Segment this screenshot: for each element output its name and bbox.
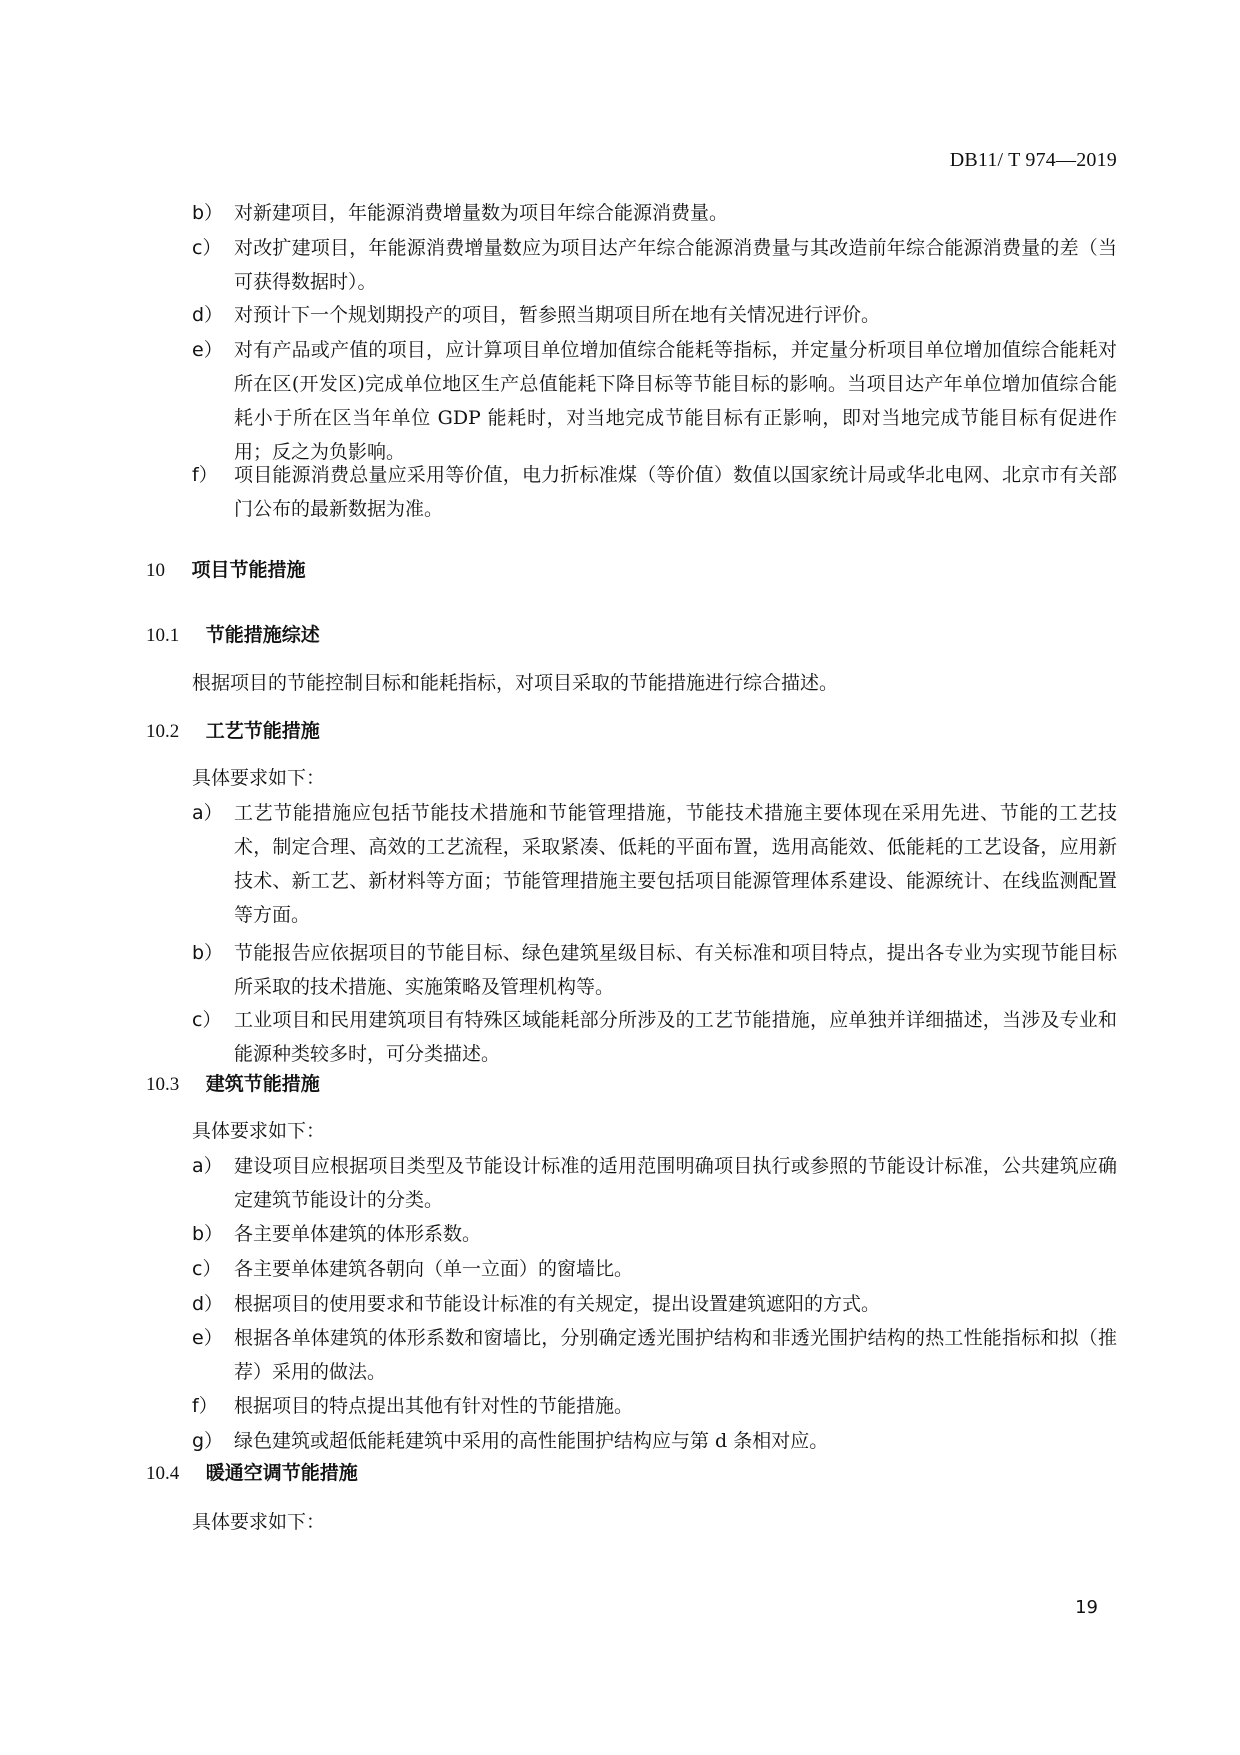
intro-text: 具体要求如下： [192,1511,326,1533]
section-heading [146,553,305,588]
list-text: 根据项目的特点提出其他有针对性的节能措施。 [234,1395,634,1417]
paragraph: 根据项目的节能控制目标和能耗指标，对项目采取的节能措施进行综合描述。 [192,672,839,694]
list-label: a） [192,1155,223,1177]
intro-text: 具体要求如下： [192,1120,326,1142]
list-item [192,1287,1117,1321]
subsection-title: 节能措施综述 [205,624,320,646]
list-item [192,1321,1117,1389]
list-text: 节能报告应依据项目的节能目标、绿色建筑星级目标、有关标准和项目特点，提出各专业为实现节能目标所采取的技术措施、实施策略及管理机构等。 [234,942,1117,998]
list-item [192,1217,1117,1251]
subsection-number: 10.3 [146,1074,180,1095]
subsection-number: 10.4 [146,1463,180,1484]
list-text: 对预计下一个规划期投产的项目，暂参照当期项目所在地有关情况进行评价。 [234,304,881,326]
page-number: 19 [1075,1597,1098,1618]
intro-text: 具体要求如下： [192,767,326,789]
list-item [192,1389,1117,1423]
list-item [192,1003,1117,1071]
list-label: d） [192,304,224,326]
list-text: 工艺节能措施应包括节能技术措施和节能管理措施，节能技术措施主要体现在采用先进、节能的工艺技术，制定合理、高效的工艺流程，采取紧凑、低耗的平面布置，选用高能效、低能耗的工艺设备，应用新技术、新工艺、新材料等方面；节能管理措施主要包括项目能源管理体系建设、能源统计、在线监测配置等方面。 [234,802,1117,926]
subsection-number: 10.1 [146,625,180,646]
list-label: b） [192,942,224,964]
list-label: e） [192,1327,223,1349]
list-text: 绿色建筑或超低能耗建筑中采用的高性能围护结构应与第 d 条相对应。 [234,1430,829,1452]
list-text: 建设项目应根据项目类型及节能设计标准的适用范围明确项目执行或参照的节能设计标准，公共建筑应确定建筑节能设计的分类。 [234,1155,1117,1211]
list-item [192,936,1117,1004]
list-text: 对新建项目，年能源消费增量数为项目年综合能源消费量。 [234,202,729,224]
subsection-heading [146,618,320,653]
subsection-title: 暖通空调节能措施 [205,1462,358,1484]
list-label: c） [192,1258,222,1280]
list-item [192,1252,1117,1286]
subsection-number: 10.2 [146,721,180,742]
list-label: a） [192,802,223,824]
list-text: 对有产品或产值的项目，应计算项目单位增加值综合能耗等指标，并定量分析项目单位增加值综合能耗对所在区(开发区)完成单位地区生产总值能耗下降目标等节能目标的影响。当项目达产年单位增加值综合能耗小于所在区当年单位 GDP 能耗时，对当地完成节能目标有正影响，即对当地完成节能目标有促进作用；反之为负影响。 [234,339,1117,463]
list-item [192,298,1117,332]
document-code: DB11/ T 974—2019 [949,149,1117,171]
list-label: f） [192,464,218,486]
list-item [192,1149,1117,1217]
list-text: 工业项目和民用建筑项目有特殊区域能耗部分所涉及的工艺节能措施，应单独并详细描述，当涉及专业和能源种类较多时，可分类描述。 [234,1009,1117,1065]
list-text: 各主要单体建筑各朝向（单一立面）的窗墙比。 [234,1258,634,1280]
list-label: c） [192,1009,222,1031]
list-item [192,333,1117,469]
subsection-heading [146,714,320,749]
list-item [192,196,1117,230]
list-text: 根据项目的使用要求和节能设计标准的有关规定，提出设置建筑遮阳的方式。 [234,1293,881,1315]
section-number: 10 [146,560,165,581]
list-item [192,796,1117,932]
list-label: g） [192,1430,224,1452]
list-label: e） [192,339,223,361]
list-item [192,458,1117,526]
list-label: d） [192,1293,224,1315]
list-label: b） [192,202,224,224]
subsection-heading [146,1067,320,1102]
subsection-heading [146,1456,358,1491]
list-item [192,1424,1117,1458]
list-text: 项目能源消费总量应采用等价值，电力折标准煤（等价值）数值以国家统计局或华北电网、北京市有关部门公布的最新数据为准。 [234,464,1117,520]
section-title: 项目节能措施 [191,559,306,581]
list-text: 对改扩建项目，年能源消费增量数应为项目达产年综合能源消费量与其改造前年综合能源消费量的差（当可获得数据时）。 [234,237,1117,293]
list-label: b） [192,1223,224,1245]
subsection-title: 工艺节能措施 [205,720,320,742]
list-label: c） [192,237,222,259]
list-text: 各主要单体建筑的体形系数。 [234,1223,482,1245]
subsection-title: 建筑节能措施 [205,1073,320,1095]
list-text: 根据各单体建筑的体形系数和窗墙比，分别确定透光围护结构和非透光围护结构的热工性能指标和拟（推荐）采用的做法。 [234,1327,1117,1383]
list-label: f） [192,1395,218,1417]
list-item [192,231,1117,299]
